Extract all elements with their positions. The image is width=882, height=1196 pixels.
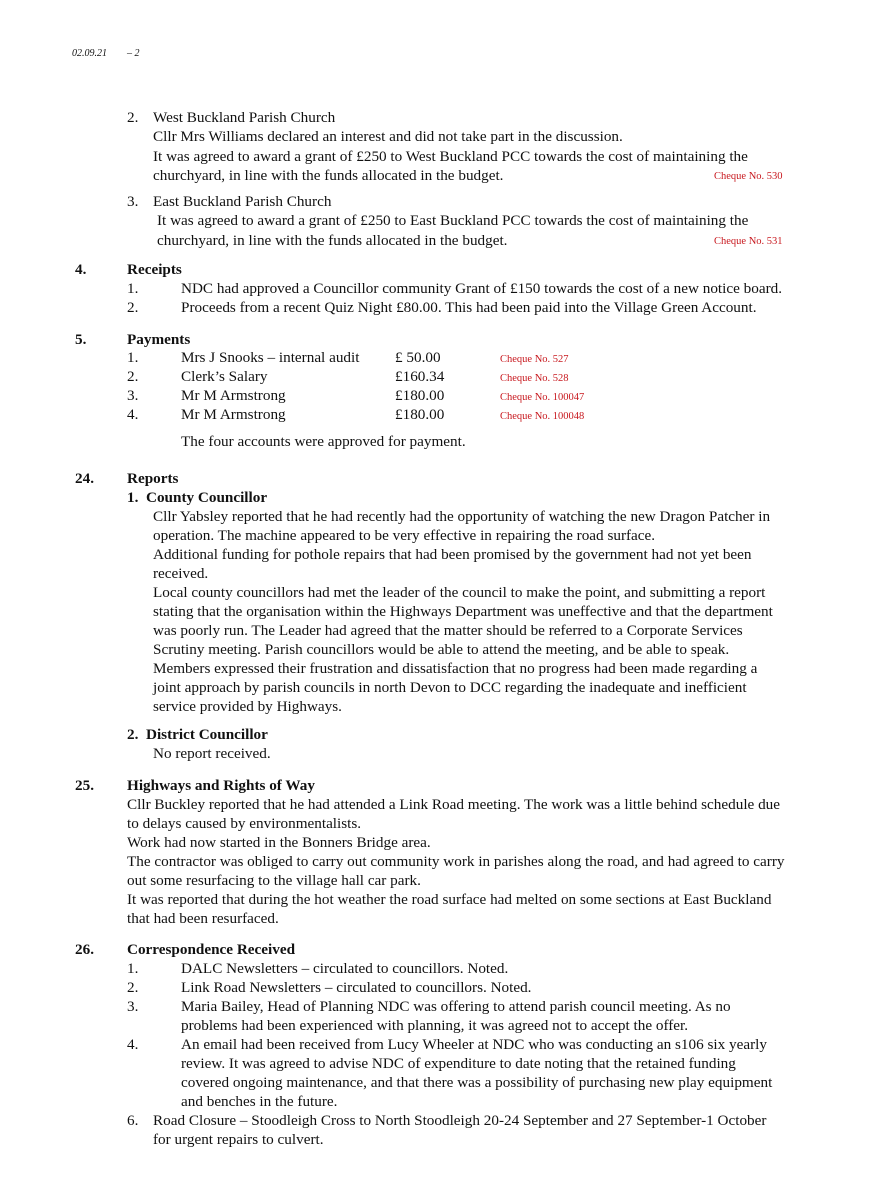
grant-number: 3. [127,193,139,210]
header-page: – 2 [127,48,140,59]
section-number: 24. [75,470,94,487]
section-heading: Correspondence Received [127,941,296,958]
highways-line: to delays caused by environmentalists. [127,815,362,832]
list-item: for urgent repairs to culvert. [153,1131,324,1148]
payment-number: 3. [127,387,139,404]
section-heading: Reports [127,470,179,487]
section-number: 25. [75,777,94,794]
header-date: 02.09.21 [72,48,107,59]
report-line: Additional funding for pothole repairs that had been promised by the government had not yet been [153,546,752,563]
section-number: 26. [75,941,94,958]
grant-text-line: Cllr Mrs Williams declared an interest and did not take part in the discussion. [153,128,623,145]
grant-text-line: It was agreed to award a grant of £250 to East Buckland PCC towards the cost of maintaining the [157,212,749,229]
grant-text-line: It was agreed to award a grant of £250 to West Buckland PCC towards the cost of maintaining the [153,148,748,165]
report-line: No report received. [153,745,271,762]
list-number: 6. [127,1112,139,1129]
report-line: service provided by Highways. [153,698,342,715]
payment-payee: Mr M Armstrong [181,406,286,423]
grant-title: East Buckland Parish Church [153,193,332,210]
payment-number: 2. [127,368,139,385]
payment-number: 1. [127,349,139,366]
subsection-heading: 2. District Councillor [127,726,268,743]
report-line: stating that the organisation within the Highways Department was uneffective and that the department [153,603,773,620]
list-item: NDC had approved a Councillor community Grant of £150 towards the cost of a new notice board. [181,280,783,297]
section-heading: Payments [127,331,191,348]
section-number: 4. [75,261,87,278]
highways-line: that had been resurfaced. [127,910,279,927]
list-item: covered ongoing maintenance, and that there was a possibility of purchasing new play equipment [181,1074,773,1091]
report-line: Cllr Yabsley reported that he had recently had the opportunity of watching the new Dragon Patcher in [153,508,771,525]
payment-payee: Clerk’s Salary [181,368,268,385]
highways-line: It was reported that during the hot weather the road surface had melted on some sections at East Buckland [127,891,772,908]
cheque-number: Cheque No. 528 [500,373,569,384]
list-item: Link Road Newsletters – circulated to councillors. Noted. [181,979,532,996]
list-number: 1. [127,280,139,297]
highways-line: Cllr Buckley reported that he had attended a Link Road meeting. The work was a little behind schedule due [127,796,781,813]
payment-note: The four accounts were approved for payment. [181,433,466,450]
report-line: operation. The machine appeared to be very effective in repairing the road surface. [153,527,656,544]
grant-text-line: churchyard, in line with the funds allocated in the budget. [153,167,504,184]
section-heading: Highways and Rights of Way [127,777,315,794]
grant-title: West Buckland Parish Church [153,109,336,126]
list-item: An email had been received from Lucy Wheeler at NDC who was conducting an s106 six yearly [181,1036,767,1053]
payment-amount: £180.00 [395,406,445,423]
report-line: received. [153,565,209,582]
grant-number: 2. [127,109,139,126]
cheque-number: Cheque No. 100048 [500,411,585,422]
list-number: 1. [127,960,139,977]
highways-line: Work had now started in the Bonners Bridge area. [127,834,431,851]
payment-amount: £160.34 [395,368,445,385]
list-item: Maria Bailey, Head of Planning NDC was offering to attend parish council meeting. As no [181,998,731,1015]
list-item: and benches in the future. [181,1093,338,1110]
list-item: problems had been experienced with planning, it was agreed not to accept the offer. [181,1017,689,1034]
report-line: was poorly run. The Leader had agreed that the matter should be referred to a Corporate Services [153,622,743,639]
highways-line: The contractor was obliged to carry out community work in parishes along the road, and had agreed to carry [127,853,785,870]
cheque-number: Cheque No. 100047 [500,392,585,403]
list-number: 3. [127,998,139,1015]
report-line: Scrutiny meeting. Parish councillors would be able to attend the meeting, and be able to speak. [153,641,730,658]
subsection-heading: 1. County Councillor [127,489,268,506]
report-line: joint approach by parish councils in north Devon to DCC regarding the inadequate and inefficient [153,679,747,696]
payment-amount: £180.00 [395,387,445,404]
list-number: 4. [127,1036,139,1053]
payment-payee: Mr M Armstrong [181,387,286,404]
list-number: 2. [127,299,139,316]
list-number: 2. [127,979,139,996]
payment-payee: Mrs J Snooks – internal audit [181,349,360,366]
payment-number: 4. [127,406,139,423]
cheque-number: Cheque No. 530 [714,171,783,182]
report-line: Local county councillors had met the leader of the council to make the point, and submitting a report [153,584,766,601]
list-item: DALC Newsletters – circulated to councillors. Noted. [181,960,509,977]
section-heading: Receipts [127,261,182,278]
list-item: Proceeds from a recent Quiz Night £80.00. This had been paid into the Village Green Account. [181,299,757,316]
payment-amount: £ 50.00 [395,349,441,366]
highways-line: out some resurfacing to the village hall car park. [127,872,421,889]
cheque-number: Cheque No. 531 [714,236,783,247]
cheque-number: Cheque No. 527 [500,354,569,365]
grant-text-line: churchyard, in line with the funds allocated in the budget. [157,232,508,249]
list-item: review. It was agreed to advise NDC of expenditure to date noting that the retained funding [181,1055,736,1072]
section-number: 5. [75,331,87,348]
report-line: Members expressed their frustration and dissatisfaction that no progress had been made regarding a [153,660,758,677]
list-item: Road Closure – Stoodleigh Cross to North Stoodleigh 20-24 September and 27 September-1 October [153,1112,767,1129]
